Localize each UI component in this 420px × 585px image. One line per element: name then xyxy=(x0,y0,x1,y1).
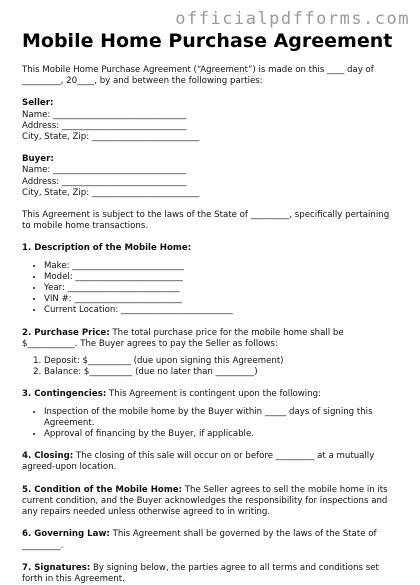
contingencies-label: 3. Contingencies: xyxy=(22,389,107,400)
buyer-address-line: Address: _____________________________ xyxy=(22,176,187,187)
seller-address-line: Address: _____________________________ xyxy=(22,120,187,131)
contingencies-list xyxy=(22,407,398,441)
buyer-name-line: Name: _______________________________ xyxy=(22,165,187,176)
list-item: • Year: __________________________ xyxy=(44,283,398,294)
list-item: • Model: _________________________ xyxy=(44,272,398,283)
purchase-price-text: The total purchase price for the mobile home shall be $___________. The Buyer agrees to pay the Seller as follows: xyxy=(22,327,344,349)
intro-paragraph: This Mobile Home Purchase Agreement (“Agreement”) is made on this ____ day of _________, 20____, by and between the following parties: xyxy=(22,65,374,87)
closing-text: The closing of this sale will occur on or before _________ at a mutually agreed-upon location. xyxy=(22,451,375,473)
section-governing-law xyxy=(22,529,398,551)
section-condition xyxy=(22,485,398,519)
list-item: • Inspection of the mobile home by the Buyer within _____ days of signing this Agreement. xyxy=(44,407,398,429)
purchase-price-label: 2. Purchase Price: xyxy=(22,327,110,338)
seller-heading: Seller: xyxy=(22,98,54,109)
purchase-price-paragraph xyxy=(22,328,398,350)
section-contingencies xyxy=(22,389,398,440)
signatures-text: By signing below, the parties agree to all terms and conditions set forth in this Agreement. xyxy=(22,562,379,584)
closing-label: 4. Closing: xyxy=(22,451,74,462)
document-title: Mobile Home Purchase Agreement xyxy=(22,30,393,52)
list-item: • Make: __________________________ xyxy=(44,261,398,272)
laws-paragraph: This Agreement is subject to the laws of the State of _________, specifically pertaining to mobile home transactions. xyxy=(22,210,390,232)
contingencies-text: This Agreement is contingent upon the following: xyxy=(106,389,321,400)
description-list xyxy=(22,261,398,317)
watermark: officialpdfforms.com xyxy=(175,9,410,29)
seller-name-line: Name: _______________________________ xyxy=(22,109,187,120)
buyer-block xyxy=(22,154,398,199)
condition-text: The Seller agrees to sell the mobile home in its current condition, and the Buyer acknowledges the responsibility for inspections and any repairs needed unless otherwise agreed to in writing. xyxy=(22,484,388,518)
governing-law-text: This Agreement shall be governed by the laws of the State of _________. xyxy=(22,529,377,551)
payment-list xyxy=(22,356,398,378)
buyer-city-line: City, State, Zip: _________________________ xyxy=(22,187,200,198)
list-item: 2. Balance: $__________ (due no later than _________) xyxy=(44,367,398,378)
list-item: • Current Location: __________________________ xyxy=(44,305,398,316)
section-signatures xyxy=(22,563,398,585)
section-description-heading: 1. Description of the Mobile Home: xyxy=(22,243,192,254)
list-item: • Approval of financing by the Buyer, if applicable. xyxy=(44,429,398,440)
seller-city-line: City, State, Zip: _________________________ xyxy=(22,132,200,143)
list-item: 1. Deposit: $__________ (due upon signing this Agreement) xyxy=(44,356,398,367)
seller-block xyxy=(22,98,398,143)
section-description xyxy=(22,243,398,316)
condition-label: 5. Condition of the Mobile Home: xyxy=(22,484,183,495)
contingencies-paragraph xyxy=(22,389,398,400)
signatures-label: 7. Signatures: xyxy=(22,562,91,573)
list-item: • VIN #: _________________________ xyxy=(44,294,398,305)
section-purchase-price xyxy=(22,328,398,379)
section-closing xyxy=(22,451,398,473)
governing-law-label: 6. Governing Law: xyxy=(22,529,110,540)
buyer-heading: Buyer: xyxy=(22,154,54,165)
